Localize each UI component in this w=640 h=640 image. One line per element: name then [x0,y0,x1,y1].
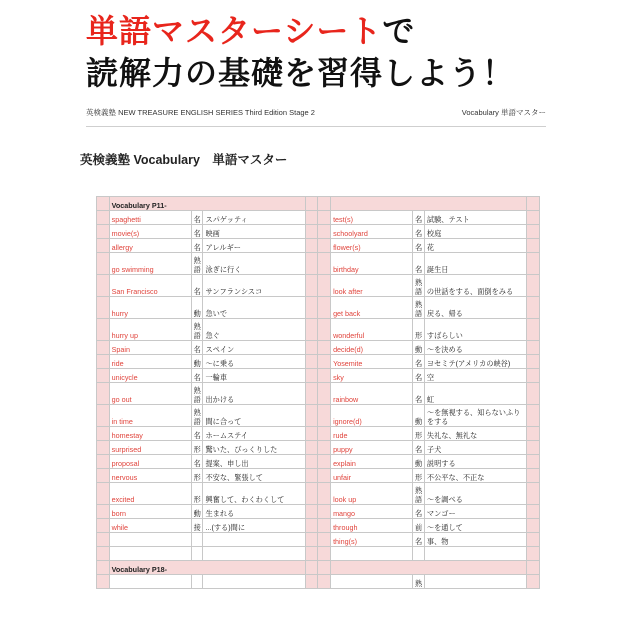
row-marker [527,211,540,225]
table-row [97,455,540,469]
vocab-meaning: 花 [424,239,526,253]
part-of-speech: 熟語 [413,297,425,319]
vocab-word: schoolyard [331,225,413,239]
vocab-word: movie(s) [109,225,191,239]
row-marker [97,211,110,225]
row-marker [527,253,540,275]
vocab-meaning: スペイン [203,341,305,355]
row-marker [305,469,318,483]
banner-highlight: 単語マスターシート [86,12,383,50]
table-row [97,505,540,519]
vocab-meaning: 試験、テスト [424,211,526,225]
table-row [97,383,540,405]
row-marker [97,355,110,369]
vocab-meaning: 戻る、帰る [424,297,526,319]
row-marker [305,297,318,319]
row-marker [305,405,318,427]
table-row [97,483,540,505]
vocab-meaning: 生まれる [203,505,305,519]
row-marker [305,455,318,469]
header-divider [86,126,546,127]
vocab-word: hurry [109,297,191,319]
part-of-speech: 名 [191,275,203,297]
section-label: Vocabulary P18- [109,561,305,575]
part-of-speech: 名 [413,369,425,383]
row-marker [305,253,318,275]
spacer-row [97,547,540,561]
vocab-meaning: 説明する [424,455,526,469]
row-marker [318,505,331,519]
vocab-meaning: 〜を調べる [424,483,526,505]
vocab-word: excited [109,483,191,505]
part-of-speech: 動 [191,297,203,319]
row-marker [97,225,110,239]
table-row [97,211,540,225]
row-marker [318,469,331,483]
part-of-speech: 名 [191,341,203,355]
part-of-speech: 熟語 [191,253,203,275]
table-row [97,253,540,275]
vocab-word: rude [331,427,413,441]
row-marker [305,483,318,505]
part-of-speech: 名 [413,533,425,547]
row-marker [527,341,540,355]
vocab-word: allergy [109,239,191,253]
row-marker [318,405,331,427]
row-marker [305,369,318,383]
vocab-meaning: 泳ぎに行く [203,253,305,275]
vocab-word: in time [109,405,191,427]
row-marker [97,519,110,533]
part-of-speech: 名 [413,253,425,275]
vocab-meaning: マンゴー [424,505,526,519]
row-marker [527,405,540,427]
row-marker [97,275,110,297]
part-of-speech: 熟語 [413,483,425,505]
row-marker [318,455,331,469]
part-of-speech: 形 [191,441,203,455]
vocab-meaning: 急いで [203,297,305,319]
vocab-word: thing(s) [331,533,413,547]
vocab-meaning: 校庭 [424,225,526,239]
header-section-title: Vocabulary 単語マスター [461,108,546,117]
vocab-word: rainbow [331,383,413,405]
part-of-speech: 熟語 [191,319,203,341]
row-marker [97,533,110,547]
vocabulary-table [96,196,540,589]
header-series-title: 英検義塾 NEW TREASURE ENGLISH SERIES Third Edition Stage 2 [86,108,315,117]
vocab-word: surprised [109,441,191,455]
vocab-meaning: 子犬 [424,441,526,455]
vocab-word: hurry up [109,319,191,341]
part-of-speech: 動 [413,341,425,355]
vocab-meaning: 〜を決める [424,341,526,355]
row-marker [527,519,540,533]
vocab-meaning: 〜に乗る [203,355,305,369]
part-of-speech: 動 [191,355,203,369]
vocab-word: Spain [109,341,191,355]
row-marker [527,505,540,519]
row-marker [318,441,331,455]
part-of-speech: 前 [413,519,425,533]
vocab-word: unicycle [109,369,191,383]
vocab-word: go swimming [109,253,191,275]
vocab-word: sky [331,369,413,383]
row-marker [527,427,540,441]
vocab-meaning: 空 [424,369,526,383]
row-marker [318,211,331,225]
vocab-meaning: サンフランシスコ [203,275,305,297]
table-row [97,533,540,547]
row-marker [527,225,540,239]
row-marker [318,319,331,341]
vocab-word: decide(d) [331,341,413,355]
vocab-word: spaghetti [109,211,191,225]
vocab-meaning: 虹 [424,383,526,405]
part-of-speech: 形 [191,469,203,483]
row-marker [305,519,318,533]
vocab-meaning: アレルギー [203,239,305,253]
row-marker [305,441,318,455]
vocab-word: nervous [109,469,191,483]
part-of-speech: 動 [413,455,425,469]
row-marker [305,211,318,225]
row-marker [97,405,110,427]
row-marker [97,319,110,341]
row-marker [318,239,331,253]
row-marker [305,355,318,369]
banner-suffix: で [382,12,416,50]
row-marker [527,319,540,341]
vocab-word: homestay [109,427,191,441]
part-of-speech: 熟 [413,575,425,589]
row-marker [527,455,540,469]
vocab-word: proposal [109,455,191,469]
row-marker [305,275,318,297]
row-marker [318,341,331,355]
part-of-speech: 動 [413,405,425,427]
vocab-meaning: すばらしい [424,319,526,341]
vocab-meaning: 映画 [203,225,305,239]
vocab-word: while [109,519,191,533]
part-of-speech: 形 [413,469,425,483]
row-marker [527,369,540,383]
row-marker [318,355,331,369]
vocab-word: Yosemite [331,355,413,369]
part-of-speech: 名 [191,369,203,383]
row-marker [305,505,318,519]
table-row [97,427,540,441]
part-of-speech: 名 [191,225,203,239]
row-marker [97,505,110,519]
vocab-meaning: 提案、申し出 [203,455,305,469]
row-marker [305,319,318,341]
part-of-speech [191,533,203,547]
banner-line-2: 読解力の基礎を習得しよう！ [86,54,516,92]
row-marker [527,483,540,505]
table-row [97,469,540,483]
vocab-word: San Francisco [109,275,191,297]
row-marker [527,383,540,405]
vocab-word [109,533,191,547]
table-row [97,341,540,355]
vocab-meaning: ...(する)間に [203,519,305,533]
table-row [97,275,540,297]
vocab-meaning: 出かける [203,383,305,405]
row-marker [97,469,110,483]
row-marker [527,441,540,455]
vocab-word: born [109,505,191,519]
row-marker [527,355,540,369]
row-marker [527,239,540,253]
part-of-speech: 名 [413,441,425,455]
section-header-row [97,561,540,575]
vocab-word: flower(s) [331,239,413,253]
row-marker [97,383,110,405]
vocab-word: look up [331,483,413,505]
row-marker [97,239,110,253]
row-marker [305,533,318,547]
row-marker [318,383,331,405]
row-marker [318,519,331,533]
row-marker [97,297,110,319]
part-of-speech: 名 [413,355,425,369]
row-marker [318,369,331,383]
part-of-speech: 名 [413,211,425,225]
vocab-word: mango [331,505,413,519]
row-marker [527,469,540,483]
row-marker [318,533,331,547]
vocab-meaning: 驚いた、びっくりした [203,441,305,455]
vocab-meaning: ホームステイ [203,427,305,441]
part-of-speech: 名 [191,239,203,253]
vocab-meaning [203,533,305,547]
table-row [97,519,540,533]
vocab-word: look after [331,275,413,297]
page-title: 英検義塾 Vocabulary 単語マスター [80,153,288,167]
vocab-meaning: 不公平な、不正な [424,469,526,483]
vocab-word: test(s) [331,211,413,225]
part-of-speech: 形 [413,319,425,341]
part-of-speech: 名 [413,505,425,519]
vocab-meaning: スパゲッティ [203,211,305,225]
row-marker [305,225,318,239]
row-marker [305,383,318,405]
vocab-word: puppy [331,441,413,455]
promo-banner [0,0,640,100]
part-of-speech: 熟語 [191,383,203,405]
row-marker [97,455,110,469]
row-marker [318,225,331,239]
vocab-meaning: 急ぐ [203,319,305,341]
part-of-speech: 熟語 [413,275,425,297]
table-row [97,405,540,427]
vocab-word: birthday [331,253,413,275]
part-of-speech: 名 [413,225,425,239]
vocab-meaning: 間に合って [203,405,305,427]
table-row [97,355,540,369]
table-row [97,239,540,253]
section-header-row [97,197,540,211]
row-marker [527,533,540,547]
row-marker [318,483,331,505]
vocab-word: unfair [331,469,413,483]
vocab-word: explain [331,455,413,469]
vocab-word: ride [109,355,191,369]
table-row [97,297,540,319]
vocab-meaning: ヨセミテ(アメリカの峡谷) [424,355,526,369]
row-marker [305,427,318,441]
vocab-meaning: 誕生日 [424,253,526,275]
table-row [97,575,540,589]
row-marker [318,297,331,319]
row-marker [97,483,110,505]
banner-line-1 [86,6,415,52]
vocab-meaning: 〜を通して [424,519,526,533]
vocab-meaning: 一輪車 [203,369,305,383]
row-marker [527,297,540,319]
row-marker [97,369,110,383]
vocab-meaning: 興奮して、わくわくして [203,483,305,505]
vocab-meaning: 〜を無視する、知らないふりをする [424,405,526,427]
vocab-meaning: 不安な、緊張して [203,469,305,483]
section-label: Vocabulary P11- [109,197,305,211]
row-marker [97,441,110,455]
part-of-speech: 名 [413,239,425,253]
table-row [97,319,540,341]
vocab-word: wonderful [331,319,413,341]
vocab-word: get back [331,297,413,319]
part-of-speech: 名 [413,383,425,405]
vocab-meaning: の世話をする、面倒をみる [424,275,526,297]
row-marker [305,239,318,253]
vocab-word: through [331,519,413,533]
table-row [97,441,540,455]
table-row [97,225,540,239]
row-marker [318,427,331,441]
row-marker [318,253,331,275]
vocab-word: ignore(d) [331,405,413,427]
part-of-speech: 形 [191,483,203,505]
vocab-word: go out [109,383,191,405]
table-row [97,369,540,383]
part-of-speech: 名 [191,427,203,441]
vocab-meaning: 失礼な、無礼な [424,427,526,441]
vocab-meaning: 事、物 [424,533,526,547]
row-marker [527,275,540,297]
part-of-speech: 熟語 [191,405,203,427]
part-of-speech: 名 [191,211,203,225]
part-of-speech: 動 [191,505,203,519]
row-marker [305,341,318,355]
row-marker [97,253,110,275]
part-of-speech: 形 [413,427,425,441]
part-of-speech: 名 [191,455,203,469]
row-marker [97,427,110,441]
row-marker [318,275,331,297]
row-marker [97,341,110,355]
part-of-speech: 接 [191,519,203,533]
